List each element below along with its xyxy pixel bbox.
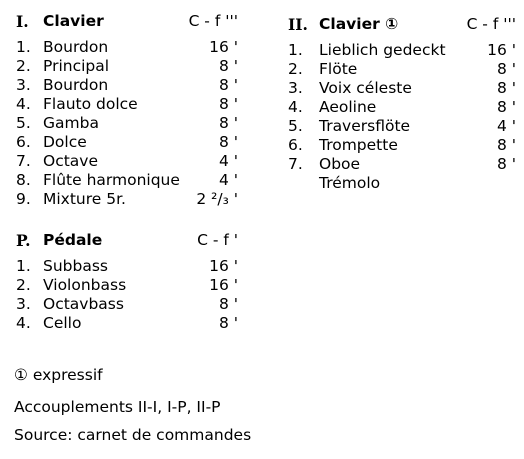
stop-number: 1. [16, 38, 31, 56]
stop-number: 7. [288, 155, 303, 173]
stop-pitch: 8 ' [496, 60, 516, 78]
stop-row [288, 155, 516, 174]
stop-pitch: 8 ' [218, 76, 238, 94]
division-header [16, 231, 238, 251]
stop-row [288, 117, 516, 136]
stop-row [288, 98, 516, 117]
stop-row [16, 114, 238, 133]
division-number: II. [288, 15, 308, 34]
stop-row [288, 174, 516, 193]
stop-pitch: 4 ' [218, 171, 238, 189]
stop-pitch: 16 ' [209, 276, 238, 294]
stop-row [16, 314, 238, 333]
stop-row [16, 171, 238, 190]
stop-pitch: 8 ' [218, 295, 238, 313]
stop-number: 2. [16, 276, 31, 294]
division-range: C - f ''' [466, 15, 516, 33]
stop-pitch: 4 ' [496, 117, 516, 135]
stop-name: Dolce [43, 133, 87, 151]
stop-name: Principal [43, 57, 110, 75]
stop-row [16, 190, 238, 209]
stop-name: Violonbass [43, 276, 127, 294]
stop-pitch: 8 ' [496, 155, 516, 173]
stop-row [16, 257, 238, 276]
division-header [16, 12, 238, 32]
stop-name: Flauto dolce [43, 95, 138, 113]
stop-row [16, 38, 238, 57]
stop-pitch: 8 ' [218, 314, 238, 332]
stop-number: 4. [16, 314, 31, 332]
stop-name: Subbass [43, 257, 108, 275]
stop-name: Gamba [43, 114, 99, 132]
stop-number: 5. [288, 117, 303, 135]
stop-name: Bourdon [43, 76, 109, 94]
stop-number: 4. [288, 98, 303, 116]
stop-row [16, 133, 238, 152]
expressif-note: ① expressif [14, 366, 103, 384]
stop-name: Trompette [319, 136, 398, 154]
stop-number: 1. [288, 41, 303, 59]
stop-number: 6. [288, 136, 303, 154]
stop-name: Aeoline [319, 98, 377, 116]
stop-number: 7. [16, 152, 31, 170]
stop-name: Cello [43, 314, 82, 332]
stop-pitch: 16 ' [487, 41, 516, 59]
stop-pitch: 8 ' [218, 95, 238, 113]
stop-name: Bourdon [43, 38, 109, 56]
stop-number: 5. [16, 114, 31, 132]
stop-pitch: 8 ' [496, 79, 516, 97]
stop-name: Octavbass [43, 295, 124, 313]
stop-row [16, 57, 238, 76]
stop-pitch: 4 ' [218, 152, 238, 170]
stop-row [16, 276, 238, 295]
division-clavier-I [16, 12, 238, 209]
stop-pitch: 8 ' [496, 98, 516, 116]
stop-row [16, 76, 238, 95]
stop-number: 2. [288, 60, 303, 78]
stop-number: 2. [16, 57, 31, 75]
stop-name: Oboe [319, 155, 361, 173]
stop-number: 6. [16, 133, 31, 151]
stop-row [288, 79, 516, 98]
stop-pitch: 8 ' [218, 57, 238, 75]
stop-row [16, 95, 238, 114]
stop-row [16, 152, 238, 171]
couplers-note: Accouplements II-I, I-P, II-P [14, 398, 221, 416]
stop-pitch: 8 ' [218, 114, 238, 132]
division-name: Clavier [43, 12, 104, 30]
stop-pitch: 8 ' [218, 133, 238, 151]
division-number: P. [16, 231, 31, 250]
stop-number: 3. [288, 79, 303, 97]
stop-number: 8. [16, 171, 31, 189]
stop-pitch: 8 ' [496, 136, 516, 154]
stop-pitch: 16 ' [209, 38, 238, 56]
source-note: Source: carnet de commandes [14, 426, 252, 444]
stop-name: Trémolo [319, 174, 381, 192]
division-header [288, 15, 516, 35]
stop-name: Octave [43, 152, 99, 170]
division-range: C - f ''' [188, 12, 238, 30]
stop-number: 3. [16, 76, 31, 94]
stop-name: Mixture 5r. [43, 190, 126, 208]
stop-number: 3. [16, 295, 31, 313]
stop-name: Traversflöte [319, 117, 411, 135]
stop-pitch: 2 ²/₃ ' [196, 190, 238, 208]
stop-row [16, 295, 238, 314]
division-name: Pédale [43, 231, 103, 249]
stop-name: Voix céleste [319, 79, 412, 97]
stop-number: 1. [16, 257, 31, 275]
division-range: C - f ' [197, 231, 238, 249]
stop-row [288, 136, 516, 155]
stop-name: Flöte [319, 60, 358, 78]
stop-name: Lieblich gedeckt [319, 41, 446, 59]
division-pedale [16, 231, 238, 333]
division-number: I. [16, 12, 29, 31]
stop-pitch: 16 ' [209, 257, 238, 275]
division-name: Clavier ① [319, 15, 399, 33]
division-clavier-II [288, 15, 516, 193]
stop-row [288, 60, 516, 79]
stop-number: 9. [16, 190, 31, 208]
stop-number: 4. [16, 95, 31, 113]
stop-row [288, 41, 516, 60]
stop-name: Flûte harmonique [43, 171, 180, 189]
